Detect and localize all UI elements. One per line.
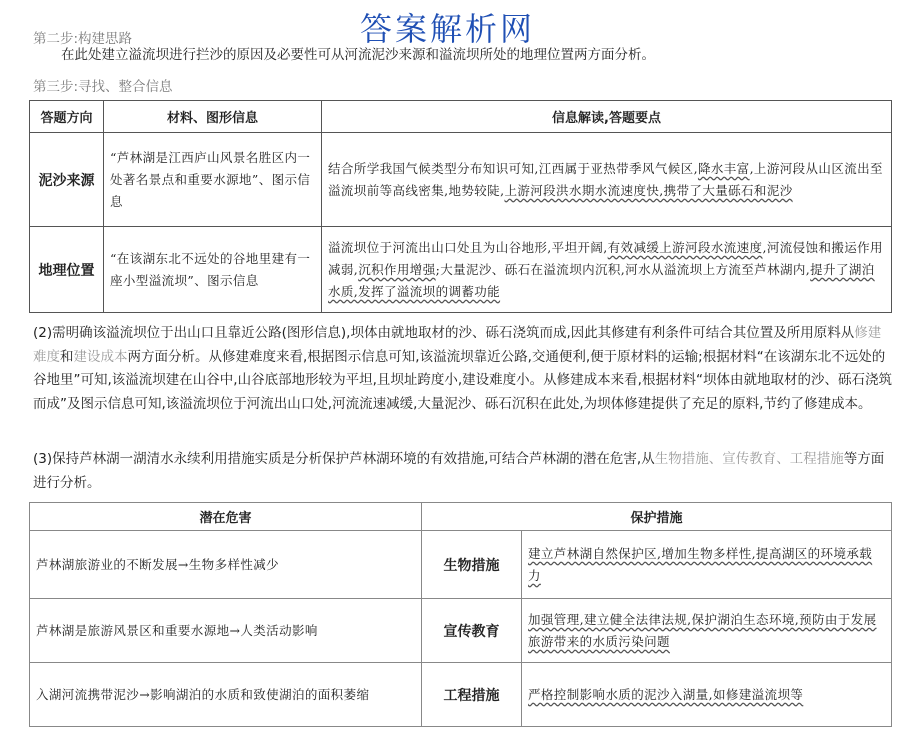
row-direction: 泥沙来源: [30, 133, 104, 227]
header-measures: 保护措施: [422, 503, 892, 531]
answer-part2: (2)需明确该溢流坝位于出山口且靠近公路(图形信息),坝体由就地取材的沙、砾石浇筑而成,因此其修建有利条件可结合其位置及所用原料从修建难度和建设成本两方面分析。从修建难度来看,根据图示信息可知,该溢流坝靠近公路,交通便利,便于原材料的运输;根据材料“在该湖东北不远处的谷地里”可知,该溢流坝建在山谷中,山谷底部地形较为平坦,且坝址跨度小,建设难度小。从修建成本来看,根据材料“坝体由就地取材的沙、砾石浇筑而成”及图示信息可知,该溢流坝位于河流出山口处,河流流速减缓,大量泥沙、砾石沉积在此处,为坝体修建提供了充足的原料,节约了修建成本。: [33, 325, 892, 412]
key-point: 沉积作用增强: [358, 261, 436, 277]
row-direction: 地理位置: [30, 227, 104, 313]
watermark-logo: 答案解析网: [360, 10, 536, 48]
table-row: [30, 531, 892, 599]
info-table: [29, 100, 892, 313]
header-analysis: 信息解读,答题要点: [322, 101, 892, 133]
answer-part3: (3)保持芦林湖一湖清水永续利用措施实质是分析保护芦林湖环境的有效措施,可结合芦林湖的潜在危害,从生物措施、宣传教育、工程措施等方面进行分析。: [33, 451, 885, 491]
header-direction: 答题方向: [30, 101, 104, 133]
step3-title: 第三步:寻找、整合信息: [33, 79, 173, 95]
table-row: [30, 133, 892, 227]
protection-table-header: [30, 503, 892, 531]
measure-type: 生物措施: [422, 531, 522, 599]
hazard-cell: 芦林湖旅游业的不断发展→生物多样性减少: [30, 531, 422, 599]
info-table-header: [30, 101, 892, 133]
row-analysis: 结合所学我国气候类型分布知识可知,江西属于亚热带季风气候区,降水丰富,上游河段从山区流出至溢流坝前等高线密集,地势较陡,上游河段洪水期水流速度快,携带了大量砾石和泥沙: [322, 133, 892, 227]
measure-detail: 严格控制影响水质的泥沙入湖量,如修建溢流坝等: [522, 663, 892, 727]
highlight-term: 修建难度: [33, 325, 882, 365]
hazard-cell: 入湖河流携带泥沙→影响湖泊的水质和致使湖泊的面积萎缩: [30, 663, 422, 727]
highlight-term: 建设成本: [73, 348, 128, 365]
step2-text: 在此处建立溢流坝进行拦沙的原因及必要性可从河流泥沙来源和溢流坝所处的地理位置两方面分析。: [61, 47, 655, 63]
measure-detail: 建立芦林湖自然保护区,增加生物多样性,提高湖区的环境承载力: [522, 531, 892, 599]
measure-type: 宣传教育: [422, 599, 522, 663]
key-point: 降水丰富: [697, 160, 750, 176]
step2-title: 第二步:构建思路: [33, 31, 133, 47]
table-row: [30, 663, 892, 727]
header-hazard: 潜在危害: [30, 503, 422, 531]
measure-type: 工程措施: [422, 663, 522, 727]
protection-table: [29, 502, 892, 727]
table-row: [30, 599, 892, 663]
hazard-cell: 芦林湖是旅游风景区和重要水源地→人类活动影响: [30, 599, 422, 663]
table-row: [30, 227, 892, 313]
row-material: “芦林湖是江西庐山风景名胜区内一处著名景点和重要水源地”、图示信息: [104, 133, 322, 227]
row-material: “在该湖东北不远处的谷地里建有一座小型溢流坝”、图示信息: [104, 227, 322, 313]
measure-detail: 加强管理,建立健全法律法规,保护湖泊生态环境,预防由于发展旅游带来的水质污染问题: [522, 599, 892, 663]
key-point: 上游河段洪水期水流速度快,携带了大量砾石和泥沙: [504, 182, 793, 198]
key-point: 有效减缓上游河段水流速度: [607, 239, 763, 255]
key-point: 提升了湖泊水质,发挥了溢流坝的调蓄功能: [328, 261, 875, 299]
highlight-term: 生物措施、宣传教育、工程措施: [654, 451, 844, 467]
row-analysis: 溢流坝位于河流出山口处且为山谷地形,平坦开阔,有效减缓上游河段水流速度,河流侵蚀和搬运作用减弱,沉积作用增强;大量泥沙、砾石在溢流坝内沉积,河水从溢流坝上方流至芦林湖内,提升了湖泊水质,发挥了溢流坝的调蓄功能: [322, 227, 892, 313]
header-material: 材料、图形信息: [104, 101, 322, 133]
